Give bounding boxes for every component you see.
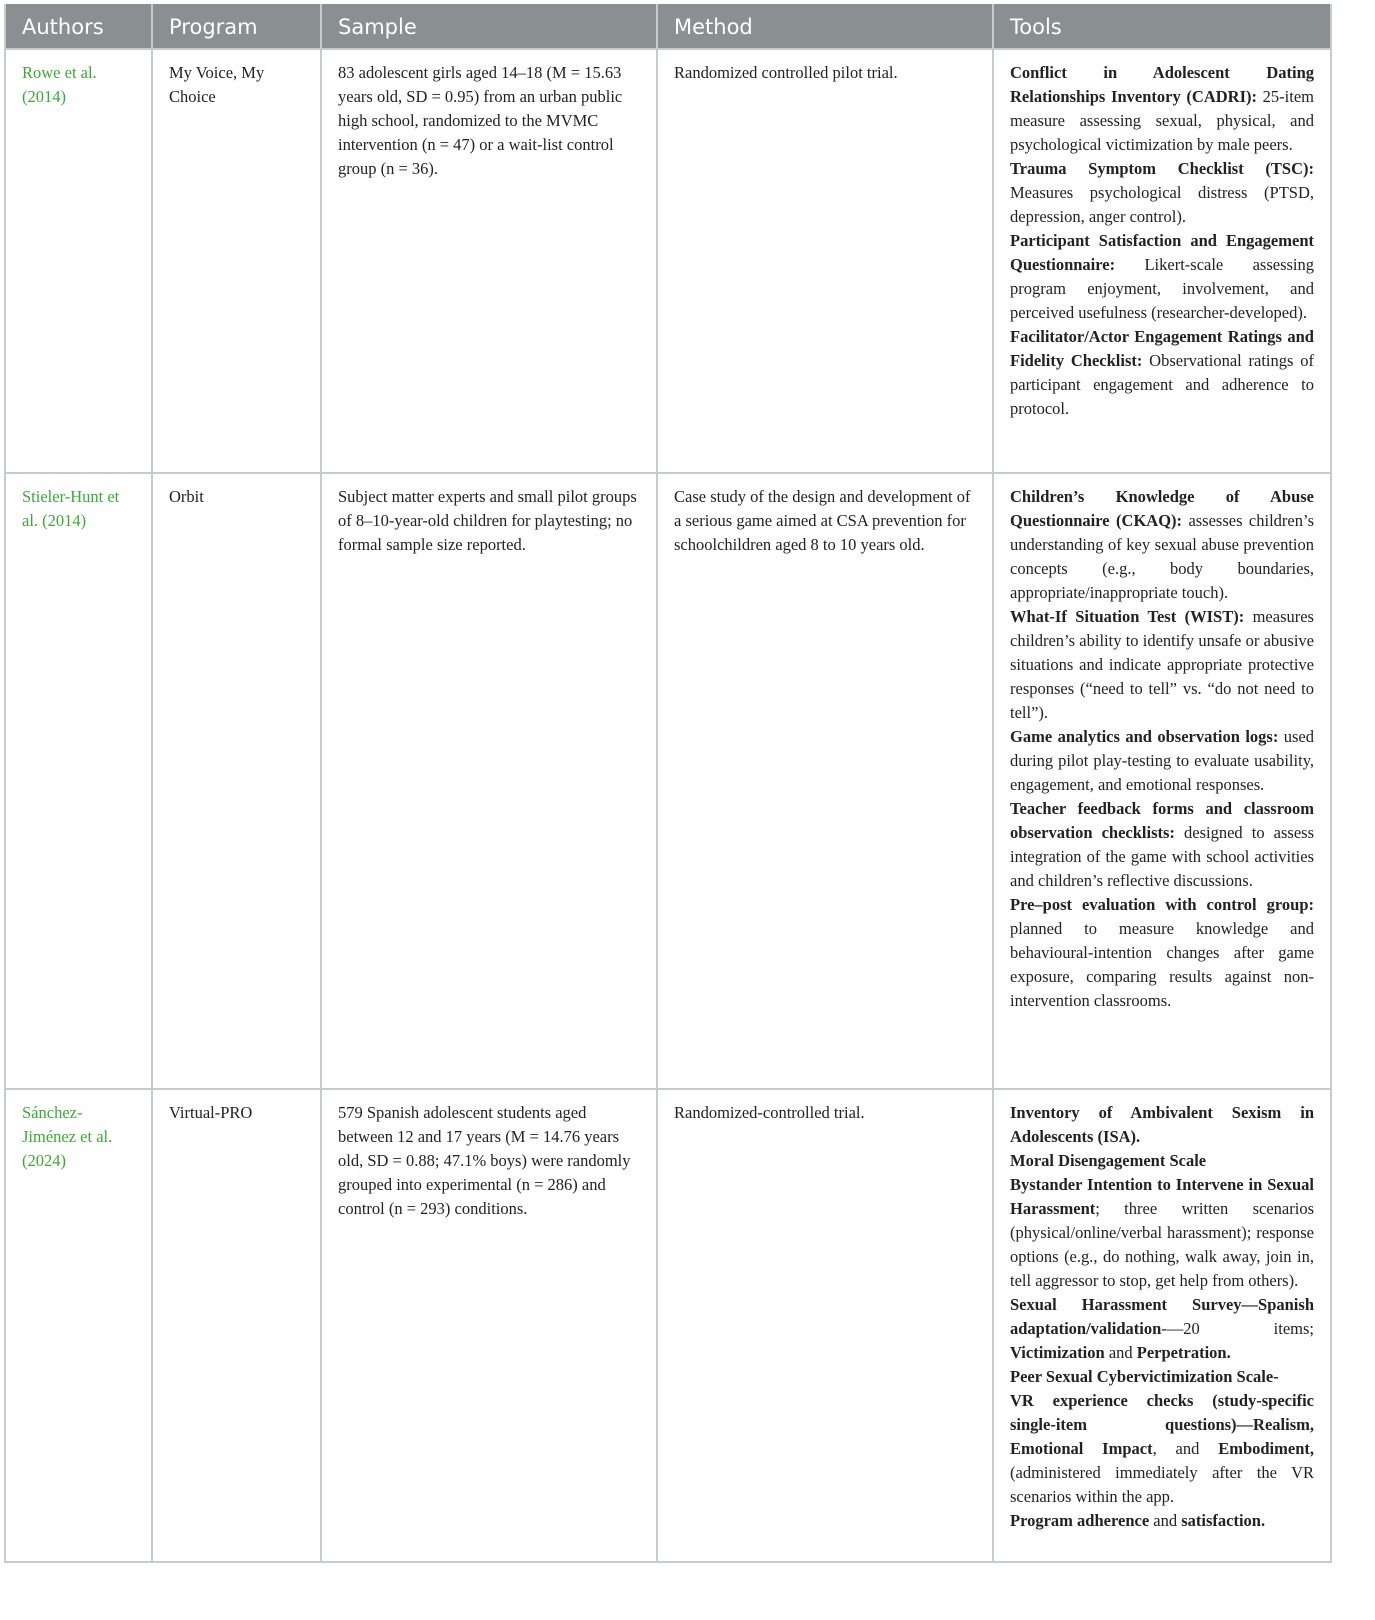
tool-description: and	[1104, 1343, 1137, 1362]
sample-cell: 579 Spanish adolescent students aged between 12 and 17 years (M = 14.76 years old, SD = 0.88; 47.1% boys) were randomly grouped into experimental (n = 286) and control (n = 293) conditions.	[321, 1089, 657, 1562]
tool-name: Sexual Harassment Survey—Spanish adaptation/validation	[1010, 1295, 1314, 1338]
tool-entry	[1010, 893, 1314, 1013]
tool-name: VR experience checks (study-specific single-item questions)—Realism, Emotional Impact	[1010, 1391, 1314, 1458]
program-cell: Orbit	[152, 473, 321, 1089]
tool-description: Measures psychological distress (PTSD, depression, anger control).	[1010, 183, 1314, 226]
tool-entry	[1010, 485, 1314, 605]
header-row	[5, 4, 1331, 49]
header-tools: Tools	[993, 4, 1331, 49]
tool-name: Embodiment,	[1218, 1439, 1314, 1458]
studies-table	[4, 4, 1332, 1563]
tools-cell	[993, 1089, 1331, 1562]
sample-cell: 83 adolescent girls aged 14–18 (M = 15.63 years old, SD = 0.95) from an urban public high school, randomized to the MVMC intervention (n = 47) or a wait-list control group (n = 36).	[321, 49, 657, 473]
tool-entry	[1010, 1293, 1314, 1365]
tool-name: Pre–post evaluation with control group:	[1010, 895, 1314, 914]
tools-cell	[993, 49, 1331, 473]
tool-name: Program adherence	[1010, 1511, 1150, 1530]
tool-description: assesses children’s understanding of key sexual abuse prevention concepts (e.g., body boundaries, appropriate/inappropriate touch).	[1010, 511, 1314, 602]
tool-description: -—20 items;	[1161, 1319, 1314, 1338]
tool-entry	[1010, 1389, 1314, 1509]
table-row	[5, 473, 1331, 1089]
tool-description: Observational ratings of participant engagement and adherence to protocol.	[1010, 351, 1314, 418]
tool-entry	[1010, 1365, 1314, 1389]
tool-description: ; three written scenarios (physical/online/verbal harassment); response options (e.g., do nothing, walk away, join in, tell aggressor to stop, get help from others).	[1010, 1199, 1314, 1290]
tool-entry	[1010, 797, 1314, 893]
author-link[interactable]: Rowe et al. (2014)	[5, 49, 152, 473]
method-cell: Case study of the design and development of a serious game aimed at CSA prevention for schoolchildren aged 8 to 10 years old.	[657, 473, 993, 1089]
tool-entry	[1010, 61, 1314, 157]
tool-entry	[1010, 1101, 1314, 1149]
sample-cell: Subject matter experts and small pilot groups of 8–10-year-old children for playtesting; no formal sample size reported.	[321, 473, 657, 1089]
program-cell: Virtual-PRO	[152, 1089, 321, 1562]
tool-description: , and	[1152, 1439, 1219, 1458]
tool-description: Likert-scale assessing program enjoyment, involvement, and perceived usefulness (researcher-developed).	[1010, 255, 1314, 322]
tool-name: Bystander Intention to Intervene in Sexual Harassment	[1010, 1175, 1314, 1218]
tool-entry	[1010, 1509, 1314, 1533]
header-program: Program	[152, 4, 321, 49]
tool-name: Peer Sexual Cybervictimization Scale-	[1010, 1367, 1279, 1386]
tool-entry	[1010, 1173, 1314, 1293]
tool-description: used during pilot play-testing to evaluate usability, engagement, and emotional responses.	[1010, 727, 1315, 794]
method-cell: Randomized-controlled trial.	[657, 1089, 993, 1562]
tool-name: Participant Satisfaction and Engagement Questionnaire:	[1010, 231, 1314, 274]
table-row	[5, 1089, 1331, 1562]
tool-entry	[1010, 1149, 1314, 1173]
tool-description: designed to assess integration of the game with school activities and children’s reflective discussions.	[1010, 823, 1314, 890]
author-link[interactable]: Stieler-Hunt et al. (2014)	[5, 473, 152, 1089]
tool-description: measures children’s ability to identify unsafe or abusive situations and indicate appropriate protective responses (“need to tell” vs. “do not need to tell”).	[1010, 607, 1314, 722]
tool-name: Victimization	[1010, 1343, 1105, 1362]
method-cell: Randomized controlled pilot trial.	[657, 49, 993, 473]
tool-name: Moral Disengagement Scale	[1010, 1151, 1207, 1170]
tool-description: (administered immediately after the VR scenarios within the app.	[1010, 1463, 1314, 1506]
header-method: Method	[657, 4, 993, 49]
tool-entry	[1010, 157, 1314, 229]
tool-name: Children’s Knowledge of Abuse Questionnaire (CKAQ):	[1010, 487, 1314, 530]
tool-name: Inventory of Ambivalent Sexism in Adolescents (ISA).	[1010, 1103, 1314, 1146]
tool-description: 25-item measure assessing sexual, physical, and psychological victimization by male peers.	[1010, 87, 1314, 154]
program-cell: My Voice, My Choice	[152, 49, 321, 473]
tool-name: Conflict in Adolescent Dating Relationships Inventory (CADRI):	[1010, 63, 1314, 106]
header-authors: Authors	[5, 4, 152, 49]
tool-name: Trauma Symptom Checklist (TSC):	[1010, 159, 1314, 178]
tools-cell	[993, 473, 1331, 1089]
tool-name: What-If Situation Test (WIST):	[1010, 607, 1245, 626]
header-sample: Sample	[321, 4, 657, 49]
tool-entry	[1010, 229, 1314, 325]
table-row	[5, 49, 1331, 473]
tool-description: and	[1149, 1511, 1182, 1530]
tool-description: planned to measure knowledge and behavioural-intention changes after game exposure, comparing results against non-intervention classrooms.	[1010, 919, 1314, 1010]
tool-name: Teacher feedback forms and classroom observation checklists:	[1010, 799, 1314, 842]
tool-name: satisfaction.	[1181, 1511, 1266, 1530]
tool-entry	[1010, 325, 1314, 421]
tool-name: Game analytics and observation logs:	[1010, 727, 1279, 746]
tool-name: Perpetration.	[1136, 1343, 1231, 1362]
tool-entry	[1010, 725, 1314, 797]
tool-name: Facilitator/Actor Engagement Ratings and Fidelity Checklist:	[1010, 327, 1314, 370]
tool-entry	[1010, 605, 1314, 725]
author-link[interactable]: Sánchez-Jiménez et al. (2024)	[5, 1089, 152, 1562]
